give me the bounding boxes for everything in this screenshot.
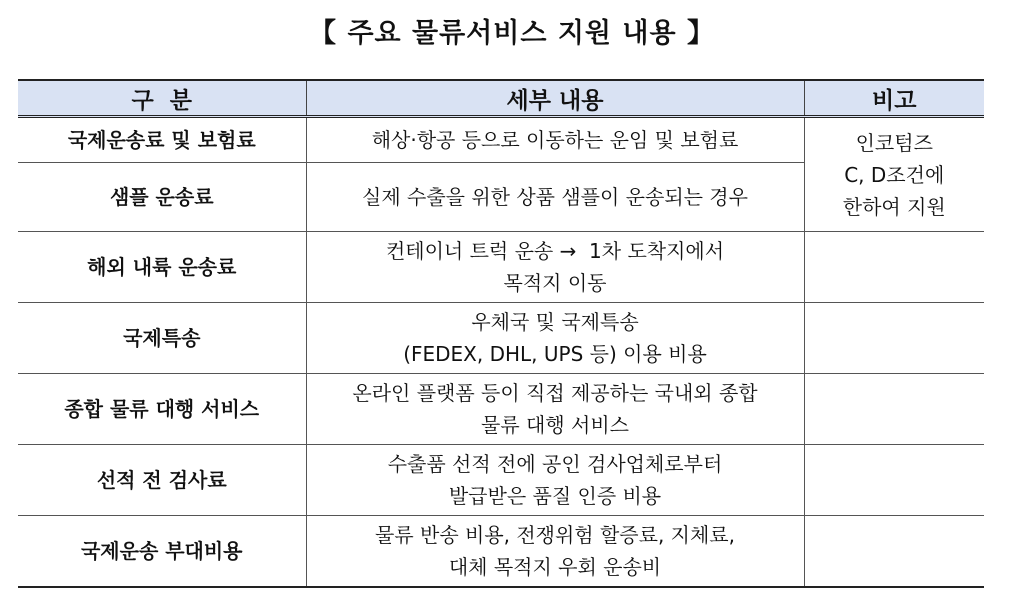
- row-detail: [306, 303, 804, 374]
- header-remark: 비고: [804, 80, 984, 117]
- detail-line: 물류 대행 서비스: [481, 413, 629, 437]
- remark-cell-empty: [804, 516, 984, 587]
- remark-cell-empty: [804, 445, 984, 516]
- detail-line: 목적지 이동: [503, 271, 607, 295]
- table-row: [18, 303, 984, 374]
- row-category: 국제특송: [18, 303, 306, 374]
- detail-line: (FEDEX, DHL, UPS 등) 이용 비용: [403, 342, 707, 366]
- remark-cell: [804, 117, 984, 232]
- detail-line: 우체국 및 국제특송: [471, 310, 639, 334]
- row-detail: [306, 516, 804, 587]
- remark-cell-empty: [804, 374, 984, 445]
- row-detail: [306, 374, 804, 445]
- row-category: 국제운송 부대비용: [18, 516, 306, 587]
- header-detail: 세부 내용: [306, 80, 804, 117]
- remark-cell-empty: [804, 303, 984, 374]
- detail-line: 온라인 플랫폼 등이 직접 제공하는 국내외 종합: [352, 381, 758, 405]
- table-header-row: [18, 80, 984, 117]
- table-row: [18, 445, 984, 516]
- detail-line: 수출품 선적 전에 공인 검사업체로부터: [387, 452, 723, 476]
- row-detail: [306, 445, 804, 516]
- detail-line: 대체 목적지 우회 운송비: [448, 554, 662, 579]
- remark-cell-empty: [804, 232, 984, 303]
- detail-line: 해상·항공 등으로 이동하는 운임 및 보험료: [371, 128, 739, 152]
- page-title: 【 주요 물류서비스 지원 내용 】: [309, 18, 715, 49]
- header-category: 구 분: [18, 80, 306, 117]
- detail-line: 컨테이너 트럭 운송 → 1차 도착지에서: [385, 239, 725, 263]
- logistics-support-table: [18, 79, 984, 588]
- row-detail: [306, 232, 804, 303]
- detail-line: 물류 반송 비용, 전쟁위험 할증료, 지체료,: [375, 522, 735, 547]
- row-category: 샘플 운송료: [18, 163, 306, 232]
- remark-line: C, D조건에: [844, 162, 945, 187]
- table-row: [18, 232, 984, 303]
- detail-line: 실제 수출을 위한 상품 샘플이 운송되는 경우: [362, 185, 748, 209]
- table-row: [18, 374, 984, 445]
- row-category: 국제운송료 및 보험료: [18, 117, 306, 163]
- row-detail: [306, 163, 804, 232]
- row-detail: [306, 117, 804, 163]
- row-category: 선적 전 검사료: [18, 445, 306, 516]
- remark-line: 인코텀즈: [855, 130, 933, 155]
- row-category: 해외 내륙 운송료: [18, 232, 306, 303]
- table-row: [18, 117, 984, 163]
- row-category: 종합 물류 대행 서비스: [18, 374, 306, 445]
- remark-line: 한하여 지원: [842, 194, 946, 219]
- detail-line: 발급받은 품질 인증 비용: [448, 484, 662, 508]
- table-row: [18, 516, 984, 587]
